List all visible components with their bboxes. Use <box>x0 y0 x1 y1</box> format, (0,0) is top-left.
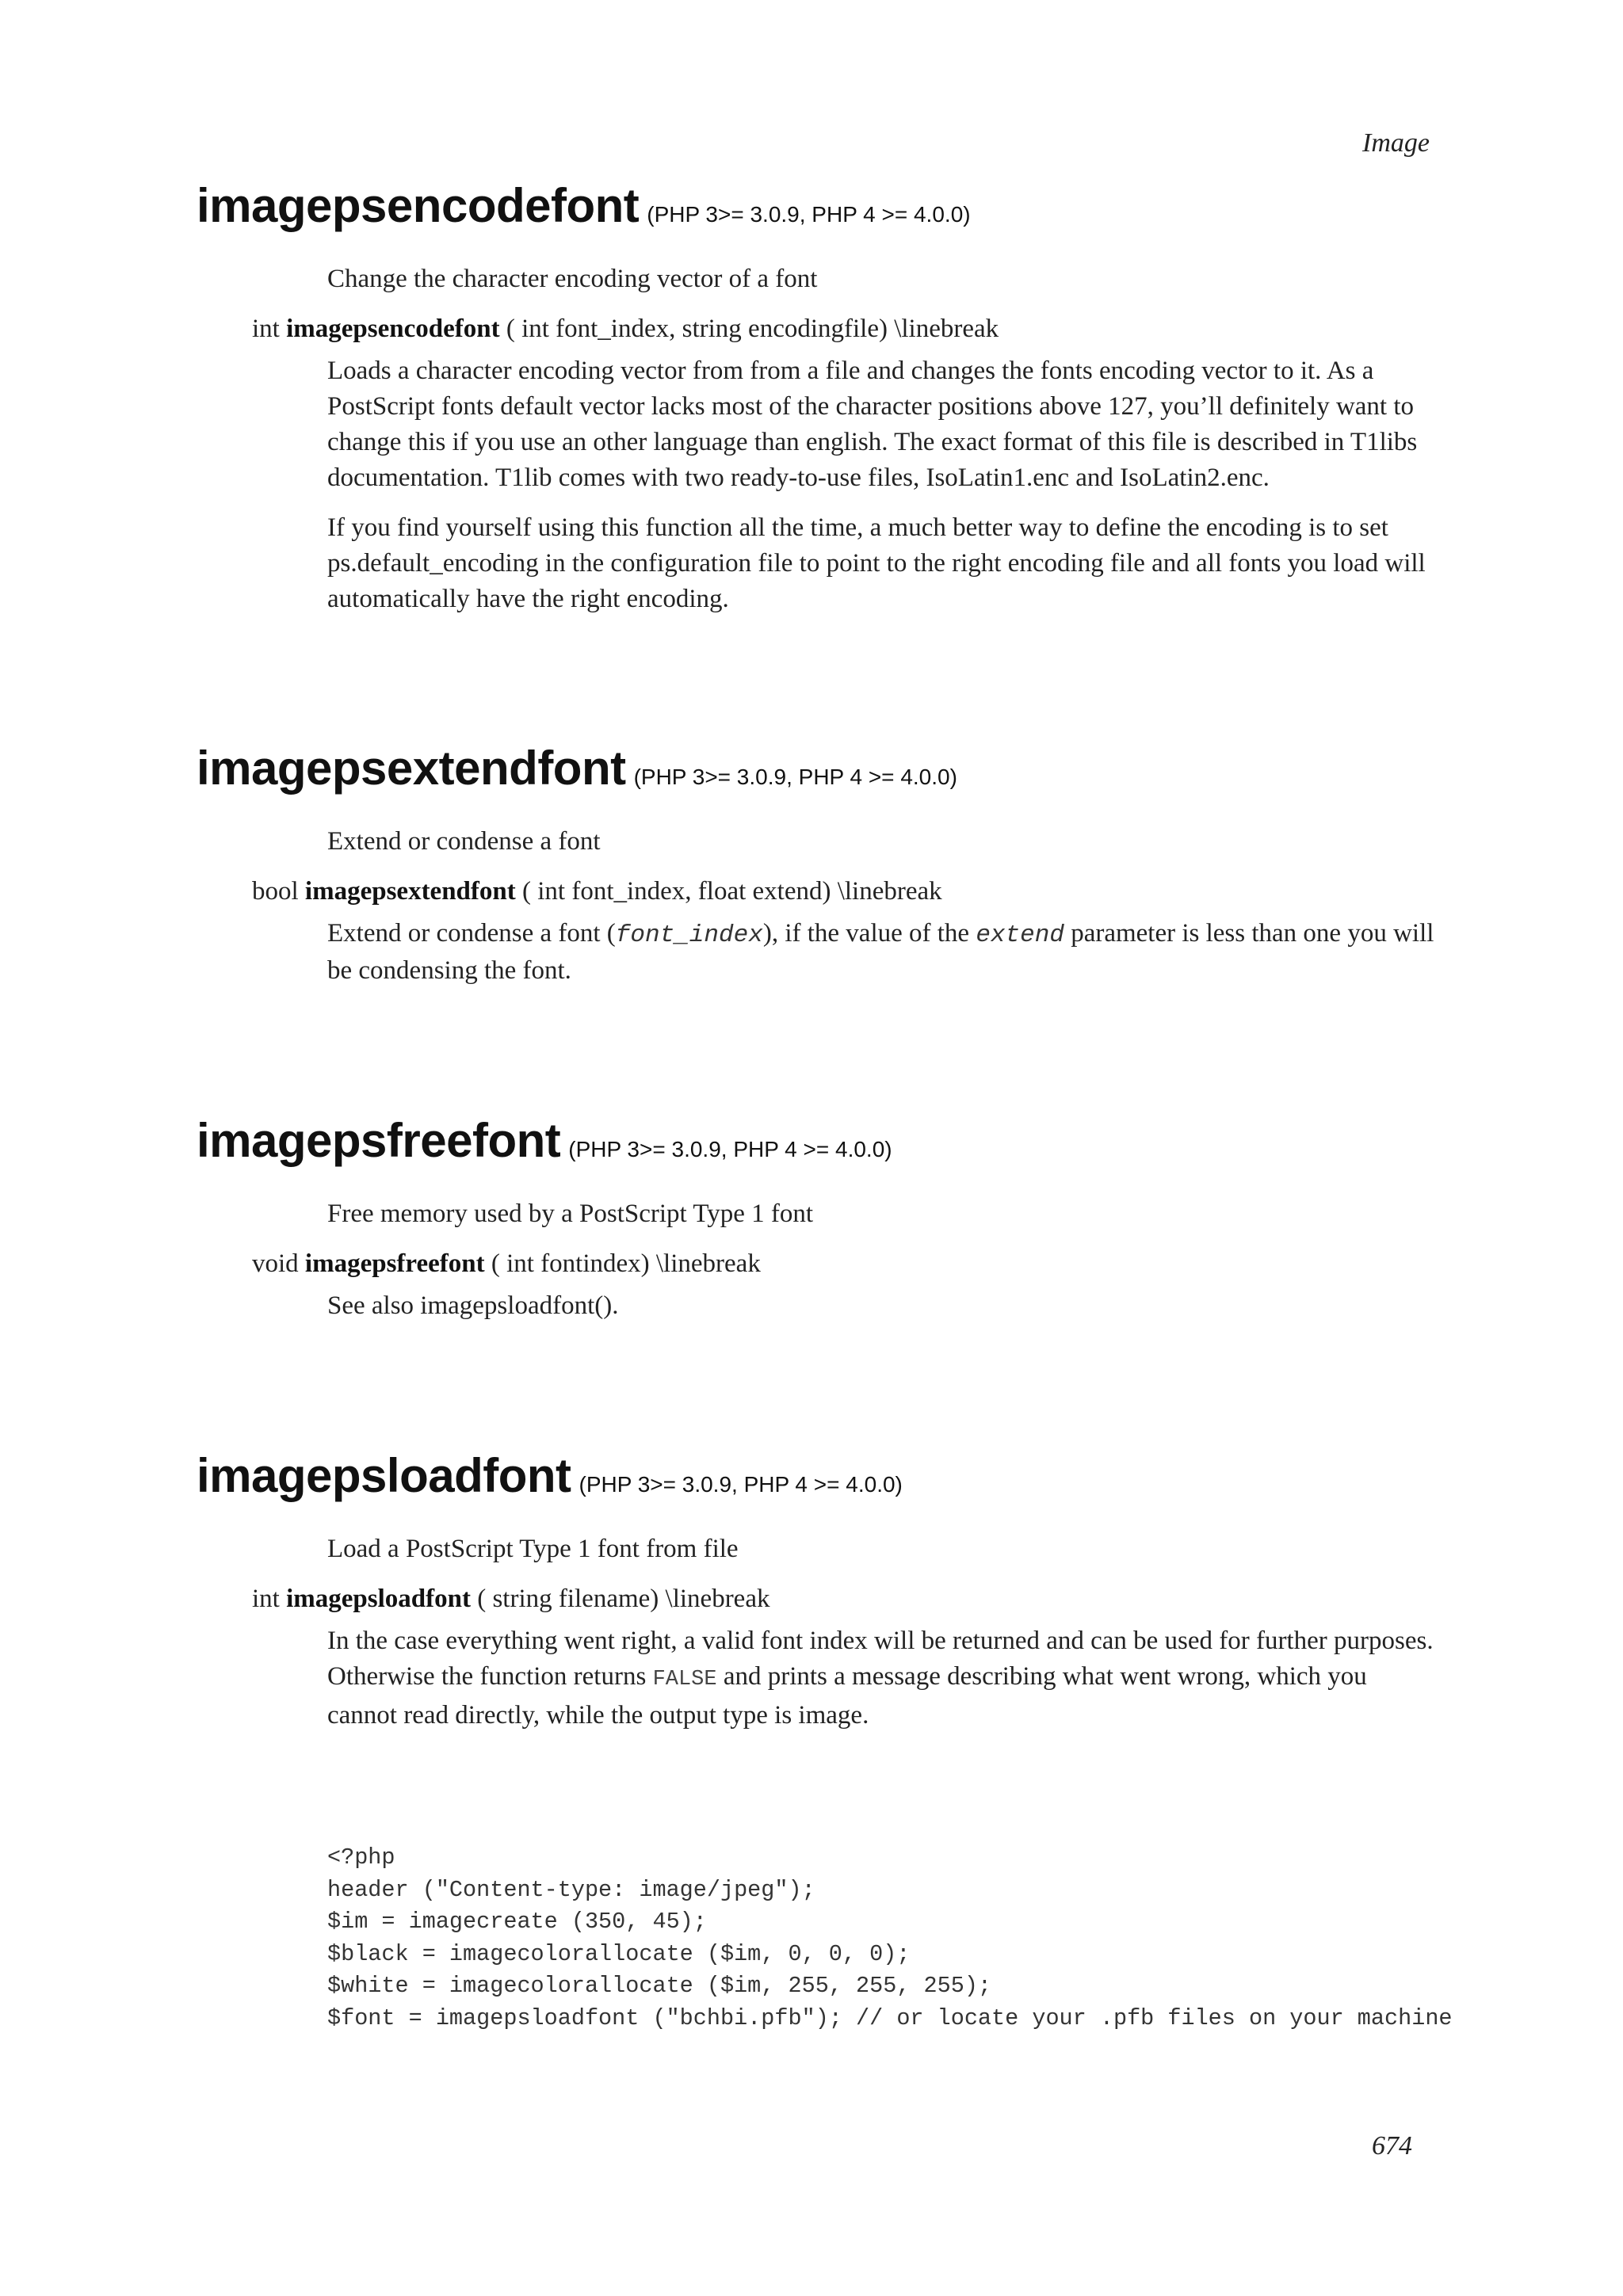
code-example <box>327 1842 1453 2035</box>
entry-title <box>197 178 1433 233</box>
version-info: (PHP 3>= 3.0.9, PHP 4 >= 4.0.0) <box>647 202 971 227</box>
entry-imagepsloadfont <box>197 1448 1433 1733</box>
paragraph-text: Extend or condense a font ( <box>327 919 616 948</box>
function-purpose: Free memory used by a PostScript Type 1 font <box>327 1199 813 1228</box>
synopsis-args: ( int fontindex) \linebreak <box>491 1249 761 1278</box>
entry-imagepsextendfont <box>197 741 1433 989</box>
description-paragraph: See also imagepsloadfont(). <box>327 1291 619 1320</box>
return-type: int <box>252 1585 280 1613</box>
synopsis-args: ( string filename) \linebreak <box>477 1585 770 1613</box>
synopsis-function-name: imagepsfreefont <box>304 1249 485 1278</box>
function-name: imagepsloadfont <box>197 1449 571 1502</box>
function-purpose: Extend or condense a font <box>327 827 601 856</box>
entry-title <box>197 1448 1433 1503</box>
synopsis-function-name: imagepsextendfont <box>304 877 516 906</box>
return-type: int <box>252 315 280 343</box>
code-line: header ("Content-type: image/jpeg"); <box>327 1876 815 1903</box>
code-line: <?php <box>327 1844 395 1871</box>
code-line: $font = imagepsloadfont ("bchbi.pfb"); // or locate your .pfb files on your machine <box>327 2004 1453 2031</box>
code-line: $black = imagecolorallocate ($im, 0, 0, 0); <box>327 1940 911 1967</box>
function-synopsis <box>252 1585 1433 1614</box>
function-name: imagepsextendfont <box>197 742 626 795</box>
code-line: $white = imagecolorallocate ($im, 255, 255, 255); <box>327 1973 992 1999</box>
entry-imagepsencodefont <box>197 178 1433 617</box>
function-name: imagepsencodefont <box>197 179 640 232</box>
function-name: imagepsfreefont <box>197 1114 561 1167</box>
constant-false: FALSE <box>652 1668 717 1691</box>
return-type: bool <box>252 877 299 906</box>
function-purpose: Change the character encoding vector of a font <box>327 265 818 293</box>
paragraph-text: In the case everything went right, a valid font index will be returned and can be used for further purposes. Otherwise the function returns <box>327 1627 1434 1691</box>
synopsis-args: ( int font_index, float extend) \linebreak <box>522 877 942 906</box>
paragraph-text: ), if the value of the <box>762 919 976 948</box>
description-paragraph: Loads a character encoding vector from from a file and changes the fonts encoding vector to it. As a PostScript fonts default vector lacks most of the character positions above 127, you’ll definitely want to change this if you use an other language than english. The exact format of this file is described in T1libs documentation. T1lib comes with two ready-to-use files, IsoLatin1.enc and IsoLatin2.enc. <box>327 357 1418 492</box>
synopsis-function-name: imagepsencodefont <box>286 315 500 343</box>
function-synopsis <box>252 877 1433 906</box>
paragraph-text: parameter is less than one you will be condensing the font. <box>327 919 1434 985</box>
version-info: (PHP 3>= 3.0.9, PHP 4 >= 4.0.0) <box>633 765 957 789</box>
code-line: $im = imagecreate (350, 45); <box>327 1909 707 1935</box>
function-synopsis <box>252 1249 1433 1279</box>
function-synopsis <box>252 315 1433 344</box>
synopsis-args: ( int font_index, string encodingfile) \linebreak <box>506 315 999 343</box>
synopsis-function-name: imagepsloadfont <box>286 1585 471 1613</box>
return-type: void <box>252 1249 299 1278</box>
entry-imagepsfreefont <box>197 1113 1433 1324</box>
description-paragraph <box>327 1623 1437 1733</box>
parameter-font-index: font_index <box>615 921 763 949</box>
paragraph-text: and prints a message describing what went wrong, which you cannot read directly, while the output type is image. <box>327 1662 1367 1730</box>
description-paragraph <box>327 916 1437 989</box>
entry-title <box>197 741 1433 795</box>
running-header: Image <box>1362 128 1430 158</box>
page-number: 674 <box>1372 2131 1412 2161</box>
version-info: (PHP 3>= 3.0.9, PHP 4 >= 4.0.0) <box>579 1472 903 1497</box>
parameter-extend: extend <box>976 921 1064 949</box>
version-info: (PHP 3>= 3.0.9, PHP 4 >= 4.0.0) <box>568 1137 892 1161</box>
description-paragraph: If you find yourself using this function all the time, a much better way to define the encoding is to set ps.default_encoding in the configuration file to point to the right encoding file and all fonts you load will automatically have the right encoding. <box>327 513 1426 613</box>
function-purpose: Load a PostScript Type 1 font from file <box>327 1535 739 1563</box>
entry-title <box>197 1113 1433 1168</box>
